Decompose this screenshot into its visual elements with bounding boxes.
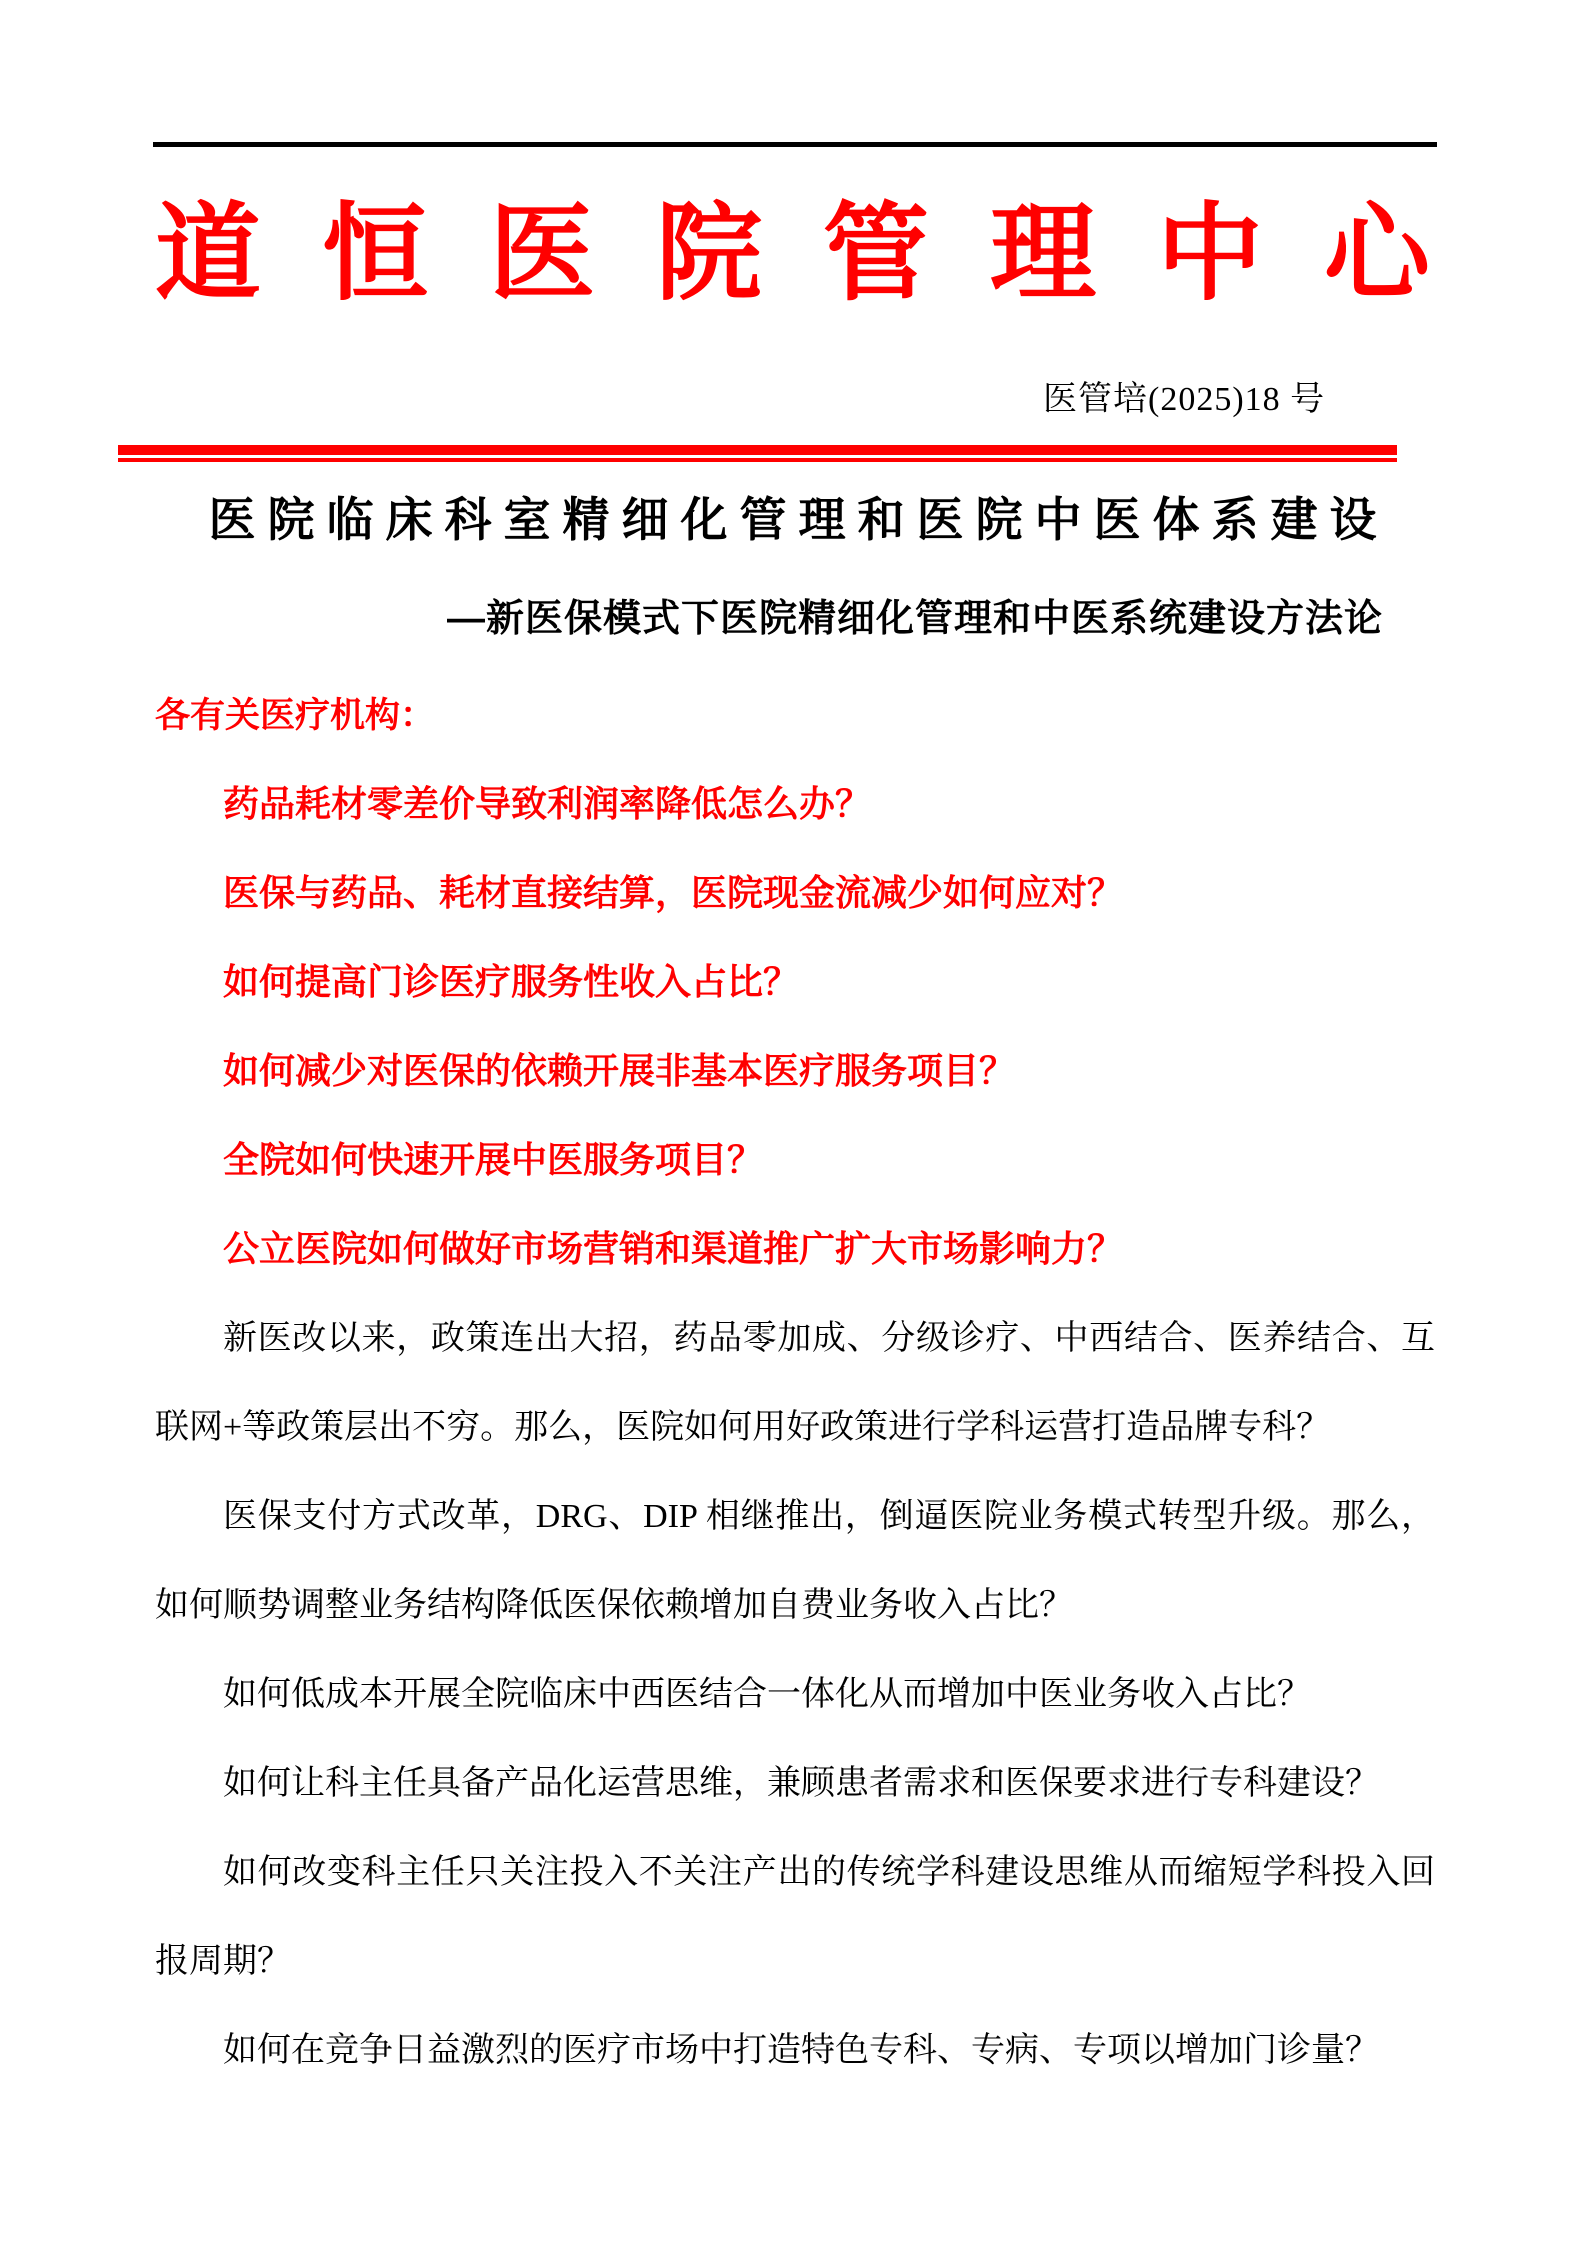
org-name-char: 理 xyxy=(990,195,1096,313)
header-top-rule xyxy=(153,142,1437,147)
body-paragraph-2: 医保支付方式改革，DRG、DIP 相继推出，倒逼医院业务模式转型升级。那么，如何顺势调整业务结构降低医保依赖增加自费业务收入占比？ xyxy=(155,1498,1435,1624)
question-line-1: 药品耗材零差价导致利润率降低怎么办？ xyxy=(223,784,872,824)
body-paragraph-5: 如何改变科主任只关注投入不关注产出的传统学科建设思维从而缩短学科投入回报周期？ xyxy=(155,1854,1435,1980)
org-name-char: 医 xyxy=(489,195,595,313)
red-separator-thin-line xyxy=(118,458,1397,462)
question-line-2: 医保与药品、耗材直接结算，医院现金流减少如何应对？ xyxy=(223,873,1124,913)
red-separator-rule xyxy=(118,445,1397,462)
question-line-4: 如何减少对医保的依赖开展非基本医疗服务项目？ xyxy=(223,1051,1016,1091)
org-name-char: 院 xyxy=(656,195,762,313)
body-paragraph-6: 如何在竞争日益激烈的医疗市场中打造特色专科、专病、专项以增加门诊量？ xyxy=(223,2032,1379,2069)
org-name-char: 中 xyxy=(1157,195,1263,313)
question-line-3: 如何提高门诊医疗服务性收入占比？ xyxy=(223,962,800,1002)
doc-number: 医管培(2025)18 号 xyxy=(1043,381,1326,418)
document-body xyxy=(155,671,1435,2095)
body-paragraph-1: 新医改以来，政策连出大招，药品零加成、分级诊疗、中西结合、医养结合、互联网+等政策层出不穷。那么，医院如何用好政策进行学科运营打造品牌专科？ xyxy=(155,1320,1435,1446)
document-subtitle: —新医保模式下医院精细化管理和中医系统建设方法论 xyxy=(447,598,1384,640)
question-line-6: 公立医院如何做好市场营销和渠道推广扩大市场影响力？ xyxy=(223,1229,1124,1269)
question-line-5: 全院如何快速开展中医服务项目？ xyxy=(223,1140,764,1180)
body-paragraph-4: 如何让科主任具备产品化运营思维，兼顾患者需求和医保要求进行专科建设？ xyxy=(223,1765,1379,1802)
salutation: 各有关医疗机构： xyxy=(155,696,436,735)
org-name-char: 心 xyxy=(1324,195,1430,313)
document-title: 医院临床科室精细化管理和医院中医体系建设 xyxy=(208,493,1389,546)
body-paragraph-3: 如何低成本开展全院临床中西医结合一体化从而增加中医业务收入占比？ xyxy=(223,1676,1311,1713)
org-name-char: 道 xyxy=(155,195,261,313)
org-name xyxy=(155,195,1430,314)
red-separator-thick-line xyxy=(118,445,1397,455)
org-name-char: 恒 xyxy=(322,195,428,313)
org-name-char: 管 xyxy=(823,195,929,313)
